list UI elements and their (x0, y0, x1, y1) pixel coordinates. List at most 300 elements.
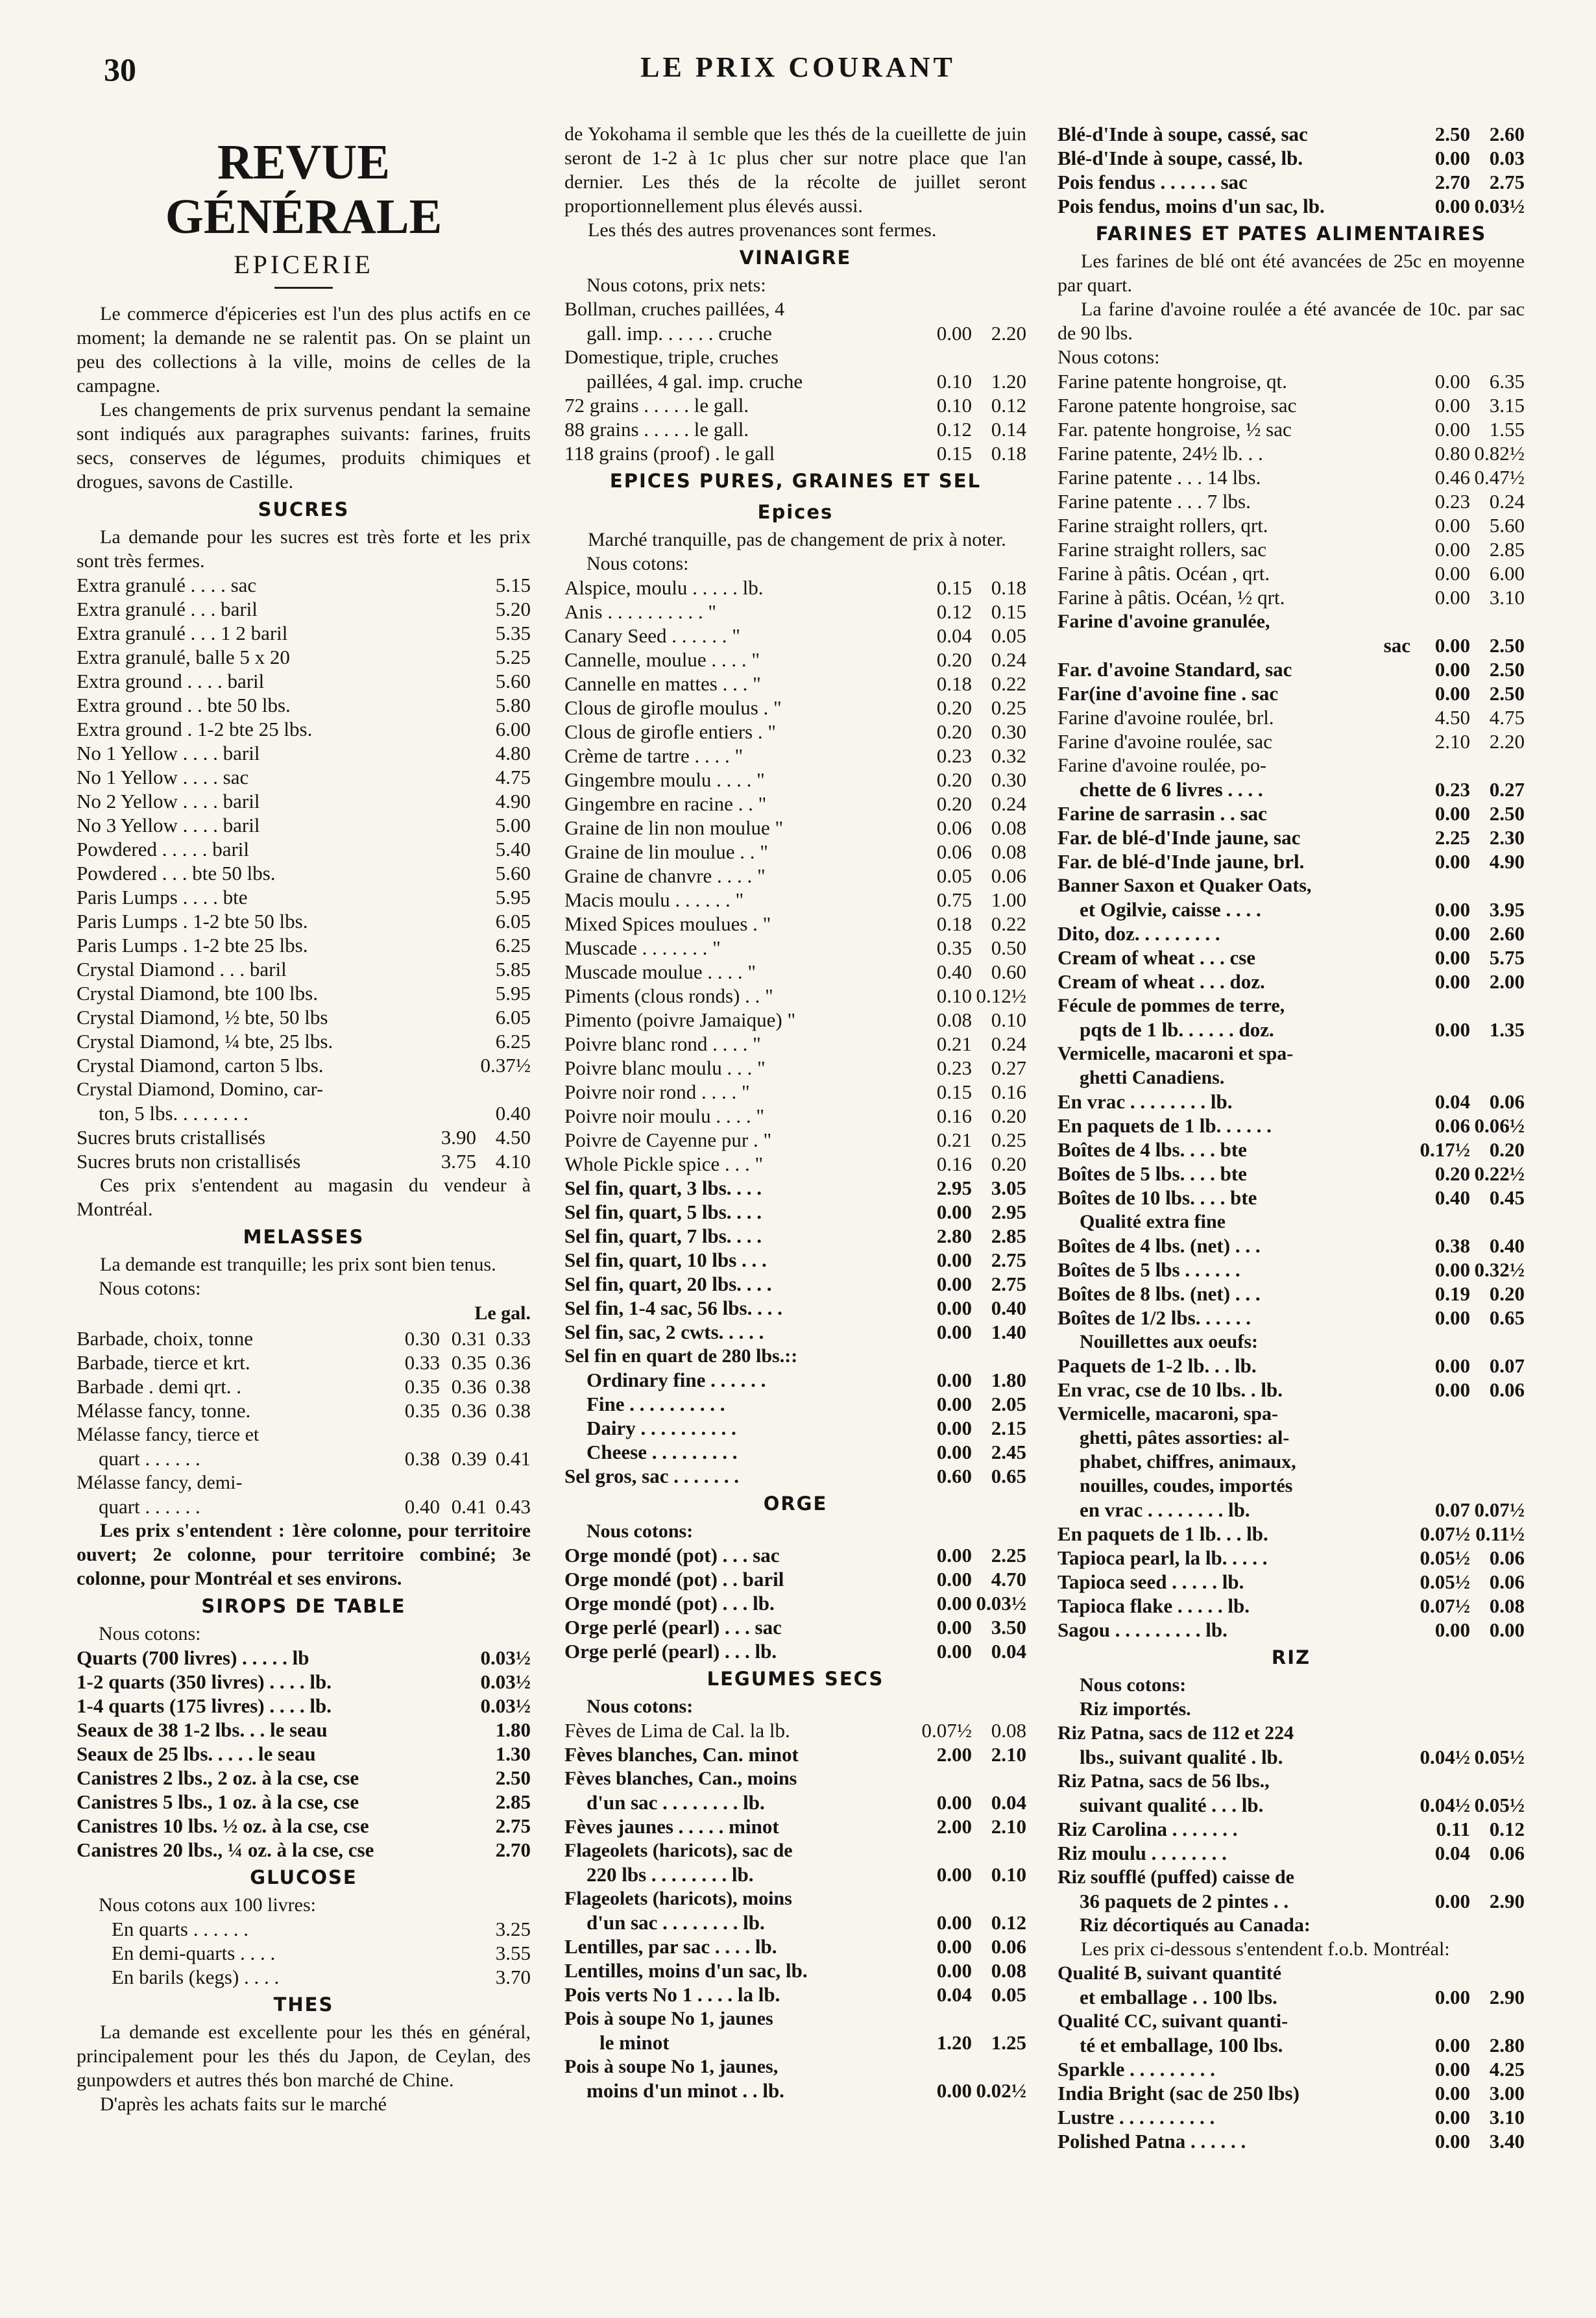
price-value: 2.50 (495, 1766, 531, 1789)
item-name: 1-2 quarts (350 livres) . . . . lb. (77, 1670, 332, 1693)
price-value: 5.95 (495, 982, 531, 1005)
price-row (564, 744, 1026, 768)
price-row (1058, 729, 1525, 753)
price-row (77, 717, 531, 741)
price-value: 4.90 (495, 790, 531, 812)
price-row (564, 1742, 1026, 1766)
price-value: 3.70 (495, 1966, 531, 1988)
price-value: 2.00 (936, 1743, 972, 1766)
price-value: 3.55 (495, 1942, 531, 1964)
price-value: 2.60 (1489, 123, 1525, 145)
item-name: Sel fin, 1-4 sac, 56 lbs. . . . (564, 1297, 782, 1319)
item-name: Far. d'avoine Standard, sac (1058, 658, 1292, 681)
text-line: Riz décortiqués au Canada: (1080, 1914, 1311, 1936)
price-value: 1.00 (991, 888, 1026, 911)
price-value: 0.37½ (480, 1054, 531, 1077)
price-value: 0.00 (936, 322, 972, 345)
price-row (1058, 1378, 1525, 1402)
price-value: 0.15 (936, 1080, 972, 1103)
price-value: 1.40 (991, 1321, 1026, 1343)
price-row (1058, 122, 1525, 146)
price-value: 2.80 (1489, 2034, 1525, 2056)
price-value: 5.15 (495, 574, 531, 596)
item-name: Mélasse fancy, tonne. (77, 1399, 251, 1422)
price-value: 0.39 (451, 1447, 487, 1470)
price-value: 0.40 (1434, 1186, 1470, 1209)
price-row (1058, 393, 1525, 417)
price-value: 0.38 (1434, 1234, 1470, 1257)
price-value: 0.00 (1434, 946, 1470, 969)
paragraph: La demande est tranquille; les prix sont bien tenus. (100, 1254, 496, 1275)
price-row (77, 1694, 531, 1718)
price-value: 0.00 (1434, 370, 1470, 393)
item-name: moins d'un minot . . lb. (586, 2079, 784, 2102)
price-value: 0.00 (936, 1393, 972, 1415)
item-name: No 1 Yellow . . . . baril (77, 742, 260, 764)
text-line: Farine d'avoine roulée, po- (1058, 755, 1266, 776)
item-name: Crystal Diamond . . . baril (77, 958, 287, 981)
price-row (1058, 705, 1525, 729)
price-row (564, 888, 1026, 912)
text-line: Nous cotons: (1080, 1674, 1187, 1696)
price-row (77, 1718, 531, 1742)
price-value: 0.10 (936, 984, 972, 1007)
item-name: Sel fin, quart, 5 lbs. . . . (564, 1201, 762, 1223)
price-value: 0.21 (936, 1128, 972, 1151)
price-value: 0.20 (991, 1153, 1026, 1175)
price-value: 0.00 (936, 1201, 972, 1223)
item-name: Pimento (poivre Jamaique) " (564, 1008, 796, 1031)
price-value: 0.38 (495, 1399, 531, 1422)
price-value: 0.20 (936, 720, 972, 743)
item-name: Boîtes de 8 lbs. (net) . . . (1058, 1282, 1261, 1305)
price-value: 0.15 (936, 442, 972, 465)
item-name: Sel fin, quart, 3 lbs. . . . (564, 1177, 762, 1199)
price-row (1058, 1618, 1525, 1642)
price-row (1058, 170, 1525, 194)
item-name: Lentilles, moins d'un sac, lb. (564, 1959, 808, 1982)
price-value: 2.75 (1489, 171, 1525, 193)
item-name: Pois fendus, moins d'un sac, lb. (1058, 195, 1325, 217)
text-line: Riz Patna, sacs de 56 lbs., (1058, 1770, 1270, 1792)
price-value: 2.75 (991, 1273, 1026, 1295)
price-value: 0.60 (991, 960, 1026, 983)
price-value: 0.06 (991, 1935, 1026, 1958)
price-value: 6.05 (495, 910, 531, 933)
price-value: 4.90 (1489, 850, 1525, 873)
price-value: 2.90 (1489, 1890, 1525, 1912)
price-value: 0.20 (1489, 1282, 1525, 1305)
price-value: 0.08 (991, 816, 1026, 839)
price-row (1058, 1889, 1525, 1913)
item-name: Sel fin, sac, 2 cwts. . . . . (564, 1321, 764, 1343)
price-row (564, 2079, 1026, 2103)
price-value: 0.43 (495, 1495, 531, 1518)
price-row (77, 1917, 531, 1941)
price-value: 0.27 (1489, 778, 1525, 801)
price-value: 0.00 (1434, 1378, 1470, 1401)
column-3 (1058, 122, 1525, 2153)
text-line: Mélasse fancy, tierce et (77, 1424, 260, 1445)
price-value: 0.32 (991, 744, 1026, 767)
price-row (77, 573, 531, 597)
price-value: 0.00 (936, 2079, 972, 2102)
price-value: 0.03½ (480, 1670, 531, 1693)
price-row (77, 1374, 531, 1398)
price-value: 2.50 (1489, 658, 1525, 681)
price-value: 0.38 (404, 1447, 440, 1470)
price-value: 0.00 (1434, 562, 1470, 585)
price-value: 0.07½ (1474, 1498, 1525, 1521)
price-row (564, 1296, 1026, 1320)
price-row (564, 1543, 1026, 1567)
section-heading: RIZ (1271, 1646, 1311, 1668)
price-row (77, 1838, 531, 1862)
item-name: Extra granulé, balle 5 x 20 (77, 646, 290, 668)
price-value: 4.80 (495, 742, 531, 764)
price-value: 0.35 (404, 1375, 440, 1398)
price-value: 0.00 (936, 1863, 972, 1886)
price-row (564, 1790, 1026, 1814)
item-name: En paquets de 1 lb. . . lb. (1058, 1522, 1268, 1545)
price-row (77, 765, 531, 789)
price-row (77, 1494, 531, 1519)
price-value: 0.00 (936, 1369, 972, 1391)
price-row (77, 693, 531, 717)
price-row (1058, 777, 1525, 801)
price-value: 0.35 (936, 936, 972, 959)
item-name: Alspice, moulu . . . . . lb. (564, 576, 764, 599)
price-value: 2.50 (1434, 123, 1470, 145)
price-value: 0.04 (1434, 1090, 1470, 1113)
price-value: 1.80 (991, 1369, 1026, 1391)
price-value: 0.00 (1434, 2034, 1470, 2056)
price-value: 0.00 (1434, 514, 1470, 537)
text-line: ghetti, pâtes assorties: al- (1080, 1427, 1290, 1448)
price-value: 0.04 (936, 624, 972, 647)
paragraph: Les changements de prix survenus pendant la semaine sont indiqués aux paragraphes suivants: farines, fruits secs, conserves de légumes, produits chimiques et drogues, savons de Castille. (77, 399, 531, 493)
section-subtitle: EPICERIE (234, 250, 374, 279)
text-line: Nous cotons aux 100 livres: (99, 1894, 316, 1916)
price-value: 0.00 (936, 1592, 972, 1615)
price-row (1058, 585, 1525, 609)
price-row (77, 1125, 531, 1149)
item-name: Barbade, tierce et krt. (77, 1351, 250, 1374)
item-name: Crystal Diamond, bte 100 lbs. (77, 982, 318, 1005)
price-value: 0.00 (1434, 802, 1470, 825)
price-value: 0.15 (936, 576, 972, 599)
price-value: 0.00 (1489, 1618, 1525, 1641)
price-value: 0.27 (991, 1056, 1026, 1079)
item-name: Clous de girofle moulus . " (564, 696, 782, 719)
price-value: 0.46 (1434, 466, 1470, 489)
price-value: 5.40 (495, 838, 531, 860)
price-row (77, 1670, 531, 1694)
item-name: Far. patente hongroise, ½ sac (1058, 418, 1292, 441)
item-name: Ordinary fine . . . . . . (586, 1369, 766, 1391)
price-row (77, 909, 531, 933)
item-name: d'un sac . . . . . . . . lb. (586, 1791, 765, 1814)
price-value: 0.00 (1434, 634, 1470, 657)
price-value: 4.70 (991, 1568, 1026, 1591)
price-row (1058, 513, 1525, 537)
price-value: 0.00 (1434, 1018, 1470, 1041)
item-name: Extra granulé . . . baril (77, 598, 258, 620)
price-value: 6.25 (495, 934, 531, 957)
item-name: Extra granulé . . . 1 2 baril (77, 622, 288, 644)
item-name: Cream of wheat . . . cse (1058, 946, 1256, 969)
price-row (564, 1639, 1026, 1663)
price-row (564, 1176, 1026, 1200)
price-row (564, 696, 1026, 720)
price-row (1058, 1162, 1525, 1186)
price-value: 6.25 (495, 1030, 531, 1053)
price-value: 0.40 (991, 1297, 1026, 1319)
price-value: 0.06 (936, 816, 972, 839)
price-value: 0.00 (1434, 1258, 1470, 1281)
price-row (1058, 897, 1525, 921)
price-value: 5.20 (495, 598, 531, 620)
price-value: 3.15 (1489, 394, 1525, 417)
price-row (1058, 1793, 1525, 1817)
price-value: 0.82½ (1474, 442, 1525, 465)
item-name: En paquets de 1 lb. . . . . . (1058, 1114, 1272, 1137)
item-name: Boîtes de 5 lbs. . . . bte (1058, 1162, 1247, 1185)
price-value: 0.10 (991, 1008, 1026, 1031)
price-row (564, 840, 1026, 864)
item-name: Sel fin, quart, 20 lbs. . . . (564, 1273, 772, 1295)
item-name: Extra ground . . . . baril (77, 670, 265, 692)
text-line: Farine d'avoine granulée, (1058, 611, 1270, 632)
price-value: 2.85 (1489, 538, 1525, 561)
price-row (77, 1646, 531, 1670)
price-row (564, 600, 1026, 624)
item-name: Powdered . . . bte 50 lbs. (77, 862, 276, 884)
price-row (1058, 1138, 1525, 1162)
item-name: Sucres bruts cristallisés (77, 1126, 266, 1149)
item-name: Tapioca pearl, la lb. . . . . (1058, 1546, 1268, 1569)
price-value: 2.20 (991, 322, 1026, 345)
price-value: 6.35 (1489, 370, 1525, 393)
price-value: 0.00 (1434, 1618, 1470, 1641)
item-name: Poivre blanc moulu . . . " (564, 1056, 766, 1079)
item-name: Boîtes de 4 lbs. . . . bte (1058, 1138, 1247, 1161)
item-name: Boîtes de 10 lbs. . . . bte (1058, 1186, 1257, 1209)
price-row (564, 1248, 1026, 1272)
price-row (77, 981, 531, 1005)
price-value: 2.95 (936, 1177, 972, 1199)
price-value: 0.00 (936, 1441, 972, 1463)
price-value: 0.23 (1434, 778, 1470, 801)
price-value: 0.24 (1489, 490, 1525, 513)
item-name: No 1 Yellow . . . . sac (77, 766, 249, 788)
item-name: d'un sac . . . . . . . . lb. (586, 1911, 765, 1934)
paragraph: Le commerce d'épiceries est l'un des plus actifs en ce moment; la demande ne se ralentit pas. On se plaint un peu des collections à la ville, moins de celles de la campagne. (77, 303, 531, 396)
price-value: 3.50 (991, 1616, 1026, 1639)
price-value: 2.70 (495, 1838, 531, 1861)
price-value: 0.05½ (1474, 1794, 1525, 1816)
price-value: 2.20 (1489, 730, 1525, 753)
item-name: Extra ground . 1-2 bte 25 lbs. (77, 718, 313, 740)
price-value: 0.22½ (1474, 1162, 1525, 1185)
price-row (77, 885, 531, 909)
price-row (564, 936, 1026, 960)
item-name: Farine patente hongroise, qt. (1058, 370, 1287, 393)
price-value: 0.00 (1434, 147, 1470, 169)
price-value: 0.21 (936, 1032, 972, 1055)
text-line: ghetti Canadiens. (1080, 1067, 1225, 1088)
price-row (77, 957, 531, 981)
item-name: Fèves jaunes . . . . . minot (564, 1815, 779, 1838)
section-heading: FARINES ET PATES ALIMENTAIRES (1095, 223, 1487, 245)
price-row (564, 321, 1026, 345)
item-name: Far. de blé-d'Inde jaune, brl. (1058, 850, 1305, 873)
item-name: Whole Pickle spice . . . " (564, 1153, 764, 1175)
paragraph: Les prix s'entendent : 1ère colonne, pour territoire ouvert; 2e colonne, pour territoire combiné; 3e colonne, pour Montréal et ses environs. (77, 1520, 531, 1589)
price-value: 0.00 (1434, 1890, 1470, 1912)
price-row (77, 1149, 531, 1173)
price-value: 0.10 (991, 1863, 1026, 1886)
price-value: 4.50 (495, 1126, 531, 1149)
price-value: 0.35 (404, 1399, 440, 1422)
price-value: 2.10 (991, 1815, 1026, 1838)
item-name: lbs., suivant qualité . lb. (1080, 1746, 1283, 1768)
price-value: 2.25 (1434, 826, 1470, 849)
price-value: 0.18 (991, 576, 1026, 599)
paragraph: Les thés des autres provenances sont fermes. (588, 219, 937, 241)
item-name: Fèves blanches, Can. minot (564, 1743, 799, 1766)
price-row (77, 1790, 531, 1814)
price-row (564, 720, 1026, 744)
price-value: 0.20 (1489, 1138, 1525, 1161)
price-value: 1.35 (1489, 1018, 1525, 1041)
price-value: 0.23 (936, 1056, 972, 1079)
paragraph: La demande pour les sucres est très forte et les prix sont très fermes. (77, 526, 531, 572)
price-row (1058, 1498, 1525, 1522)
price-row (564, 1934, 1026, 1958)
price-row (1058, 2033, 1525, 2057)
price-value: 0.00 (936, 1417, 972, 1439)
text-line: Bollman, cruches paillées, 4 (564, 299, 785, 320)
price-value: 1.25 (991, 2031, 1026, 2054)
item-name: Graine de chanvre . . . . " (564, 864, 766, 887)
price-value: 0.23 (936, 744, 972, 767)
page-header (0, 51, 1596, 90)
price-row (564, 1032, 1026, 1056)
price-value: 1.20 (991, 370, 1026, 393)
item-name: Paris Lumps . . . . bte (77, 886, 248, 909)
item-name: En vrac, cse de 10 lbs. . lb. (1058, 1378, 1283, 1401)
price-value: 5.80 (495, 694, 531, 716)
price-value: 2.30 (1489, 826, 1525, 849)
item-name: Riz moulu . . . . . . . . (1058, 1842, 1227, 1864)
price-value: 3.10 (1489, 586, 1525, 609)
price-row (1058, 1282, 1525, 1306)
item-name: Poivre noir rond . . . . " (564, 1080, 750, 1103)
price-row (77, 837, 531, 861)
item-name: 1-4 quarts (175 livres) . . . . lb. (77, 1694, 332, 1717)
price-value: 3.10 (1489, 2106, 1525, 2129)
price-value: 0.10 (936, 370, 972, 393)
item-name: Blé-d'Inde à soupe, cassé, lb. (1058, 147, 1303, 169)
price-row (1058, 369, 1525, 393)
item-name: Farone patente hongroise, sac (1058, 394, 1297, 417)
price-row (77, 669, 531, 693)
price-value: 0.31 (451, 1327, 487, 1350)
section-heading: SUCRES (258, 498, 350, 520)
price-value: 0.06½ (1474, 1114, 1525, 1137)
price-value: 0.00 (936, 1911, 972, 1934)
price-row (1058, 561, 1525, 585)
price-row (1058, 2081, 1525, 2105)
price-value: 0.00 (936, 1544, 972, 1567)
text-line: Nous cotons: (586, 553, 689, 574)
item-name: Poivre blanc rond . . . . " (564, 1032, 761, 1055)
text-line: Domestique, triple, cruches (564, 347, 779, 368)
item-name: Canistres 2 lbs., 2 oz. à la cse, cse (77, 1766, 359, 1789)
price-row (77, 621, 531, 645)
price-row (564, 1008, 1026, 1032)
price-value: 0.00 (1434, 970, 1470, 993)
price-value: 0.24 (991, 648, 1026, 671)
price-value: 0.20 (936, 768, 972, 791)
price-row (1058, 849, 1525, 873)
price-row (77, 1398, 531, 1422)
price-row (564, 1368, 1026, 1392)
text-line: Nous cotons: (1058, 347, 1160, 368)
item-name: Poivre noir moulu . . . . " (564, 1104, 765, 1127)
column-2 (564, 122, 1026, 2103)
paragraph: Marché tranquille, pas de changement de prix à noter. (588, 529, 1006, 550)
price-row (77, 1446, 531, 1470)
price-value: 0.40 (495, 1102, 531, 1125)
price-value: 0.36 (451, 1399, 487, 1422)
price-value: 0.20 (936, 648, 972, 671)
price-value: 2.45 (991, 1441, 1026, 1463)
price-value: 0.05 (991, 1983, 1026, 2006)
price-value: 0.19 (1434, 1282, 1470, 1305)
item-name: Sel fin, quart, 7 lbs. . . . (564, 1225, 762, 1247)
item-name: pqts de 1 lb. . . . . . doz. (1080, 1018, 1274, 1041)
text-line: Riz Patna, sacs de 112 et 224 (1058, 1722, 1294, 1744)
price-row (564, 369, 1026, 393)
price-value: 2.00 (936, 1815, 972, 1838)
price-value: 2.10 (991, 1743, 1026, 1766)
price-value: 0.07 (1434, 1498, 1470, 1521)
price-row (1058, 2057, 1525, 2081)
price-row (1058, 801, 1525, 825)
item-name: Muscade . . . . . . . " (564, 936, 721, 959)
price-row (564, 1862, 1026, 1886)
text-line: Banner Saxon et Quaker Oats, (1058, 875, 1312, 896)
price-row (1058, 657, 1525, 681)
price-value: 0.00 (936, 1959, 972, 1982)
paragraph: Les farines de blé ont été avancées de 25c en moyenne par quart. (1058, 250, 1525, 296)
price-row (77, 1350, 531, 1374)
section-title: REVUE GÉNÉRALE (165, 135, 442, 244)
price-value: 0.40 (1489, 1234, 1525, 1257)
price-value: 0.05½ (1474, 1746, 1525, 1768)
price-value: 6.00 (495, 718, 531, 740)
section-heading: MELASSES (243, 1226, 365, 1248)
item-name: Orge mondé (pot) . . . sac (564, 1544, 780, 1567)
price-value: 0.00 (1434, 2058, 1470, 2080)
price-value: 0.24 (991, 1032, 1026, 1055)
price-value: 0.03½ (480, 1694, 531, 1717)
price-value: 0.03½ (976, 1592, 1026, 1615)
item-name: gall. imp. . . . . . cruche (586, 322, 772, 345)
price-row (1058, 417, 1525, 441)
